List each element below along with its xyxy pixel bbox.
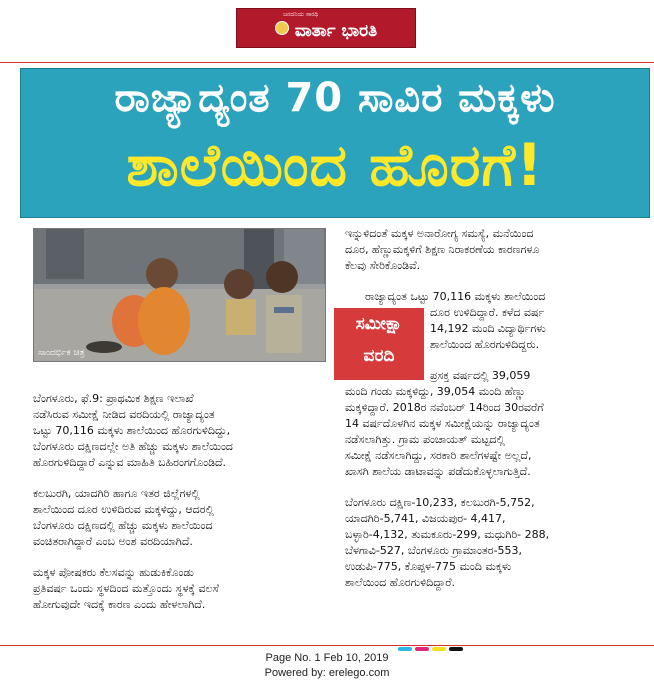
bottom-divider bbox=[0, 645, 654, 646]
article-line: ಉಡುಪಿ-775, ಕೊಪ್ಪಳ-775 ಮಂದಿ ಮಕ್ಕಳು bbox=[345, 560, 512, 573]
article-line: ಬಳ್ಳಾರಿ-4,132, ತುಮಕೂರು-299, ಮಧುಗಿರಿ- 288, bbox=[345, 528, 550, 541]
top-divider bbox=[0, 62, 654, 63]
article-line: ಮಕ್ಕಳ ಪೋಷಕರು ಕೆಲಸವನ್ನು ಹುಡುಕಿಕೊಂಡು bbox=[33, 566, 194, 579]
article-line: ವಂಚಿತರಾಗಿದ್ದಾರೆ ಎಂಬ ಅಂಶ ವರದಿಯಾಗಿದೆ. bbox=[33, 535, 193, 548]
article-line: ಹೊರಗುಳಿದಿದ್ದಾರೆ ಎನ್ನುವ ಮಾಹಿತಿ ಬಹಿರಂಗಗೊಂಡಿದೆ. bbox=[33, 456, 227, 469]
badge-line-1: ಸಮೀಕ್ಷಾ bbox=[355, 314, 403, 334]
article-line: ಶಾಲೆಯಿಂದ ಹೊರಗುಳಿದಿದ್ದಾರೆ. bbox=[345, 576, 455, 589]
article-line: ಕಲಬುರಗಿ, ಯಾದಗಿರಿ ಹಾಗೂ ಇತರ ಜಿಲ್ಲೆಗಳಲ್ಲಿ bbox=[33, 487, 200, 500]
logo-emblem-icon bbox=[275, 21, 289, 35]
article-line: ಶಾಲೆಯಿಂದ ದೂರ ಉಳಿದಿರುವ ಮಕ್ಕಳಿದ್ದು, ಆದರಲ್ಲಿ bbox=[33, 503, 214, 516]
badge-line-2: ವರದಿ bbox=[363, 346, 395, 366]
article-line: ನಡೆಸಲಾಗಿತ್ತು. ಗ್ರಾಮ ಪಂಚಾಯತ್ ಮಟ್ಟದಲ್ಲಿ bbox=[345, 433, 505, 446]
article-line: ದೂರ ಉಳಿದಿದ್ದಾರೆ. ಕಳೆದ ವರ್ಷ bbox=[430, 306, 545, 319]
article-line: 14,192 ಮಂದಿ ವಿದ್ಯಾರ್ಥಿಗಳು bbox=[430, 322, 546, 335]
article-line: ಪ್ರತಿವರ್ಷ ಒಂದು ಸ್ಥಳದಿಂದ ಮತ್ತೊಂದು ಸ್ಥಳಕ್ಕೆ ವಲಸೆ bbox=[33, 582, 219, 595]
headline-line-2: ಶಾಲೆಯಿಂದ ಹೊರಗೆ! bbox=[126, 131, 544, 199]
headline-line-1: ರಾಜ್ಯಾದ್ಯಂತ 70 ಸಾವಿರ ಮಕ್ಕಳು bbox=[114, 75, 556, 121]
photo-credit: ಸಾಂದರ್ಭಿಕ ಚಿತ್ರ bbox=[38, 348, 85, 358]
article-line: ಶಾಲೆಯಿಂದ ಹೊರಗುಳಿದಿದ್ದರು. bbox=[430, 338, 540, 351]
article-line: ಕೆಲವು ಸೇರಿಕೊಂಡಿವೆ. bbox=[345, 259, 421, 272]
headline-banner bbox=[20, 68, 650, 218]
article-line: ಹೋಗುವುದೇ ಇದಕ್ಕೆ ಕಾರಣ ಎಂದು ಹೇಳಲಾಗಿದೆ. bbox=[33, 598, 206, 611]
article-line: ಬೆಂಗಳೂರು, ಫೆ.9: ಪ್ರಾಥಮಿಕ ಶಿಕ್ಷಣ ಇಲಾಖೆ bbox=[33, 392, 194, 405]
magenta-mark bbox=[415, 647, 429, 651]
masthead-tagline: ಜನದನಿಯ ಸಾರಥಿ bbox=[283, 11, 319, 18]
article-line: ದೂರ, ಹೆಣ್ಣುಮಕ್ಕಳಿಗೆ ಶಿಕ್ಷಣ ನಿರಾಕರಣೆಯ ಕಾರಣಗಳೂ bbox=[345, 243, 540, 256]
article-line: ಬೆಂಗಳೂರು ದಕ್ಷಿಣದಲ್ಲಿ ಹೆಚ್ಚು ಮಕ್ಕಳು ಶಾಲೆಯಿಂದ bbox=[33, 519, 213, 532]
article-line: ಪ್ರಸಕ್ತ ವರ್ಷದಲ್ಲಿ 39,059 bbox=[430, 369, 531, 382]
article-line: ಇನ್ನುಳಿದಂತೆ ಮಕ್ಕಳ ಅನಾರೋಗ್ಯ ಸಮಸ್ಯೆ, ಮನೆಯಿಂದ bbox=[345, 227, 534, 240]
article-line: ನಡೆಸಿರುವ ಸಮೀಕ್ಷೆ ನೀಡಿದ ವರದಿಯಲ್ಲಿ ರಾಜ್ಯಾದ್ಯಂತ bbox=[33, 408, 215, 421]
article-line: ಮಂದಿ ಗಂಡು ಮಕ್ಕಳಿದ್ದು, 39,054 ಮಂದಿ ಹೆಣ್ಣು bbox=[345, 385, 526, 398]
powered-by-link[interactable]: Powered by: erelego.com bbox=[264, 667, 390, 679]
article-line: ಬೆಂಗಳೂರು ದಕ್ಷಿಣದಲ್ಲೇ ಅತಿ ಹೆಚ್ಚು ಮಕ್ಕಳು ಶಾಲೆಯಿಂದ bbox=[33, 440, 233, 453]
article-line: ಯಾದಗಿರಿ-5,741, ವಿಜಯಪುರ- 4,417, bbox=[345, 512, 506, 525]
children-photo-illustration bbox=[34, 229, 326, 362]
article-line: 14 ವರ್ಷದೊಳಗಿನ ಮಕ್ಕಳ ಸಮೀಕ್ಷೆಯನ್ನು ರಾಜ್ಯಾದ್ಯಂತ bbox=[345, 417, 540, 430]
article-line: ಮಕ್ಕಳಿದ್ದಾರೆ. 2018ರ ನವೆಂಬರ್ 14ರಿಂದ 30ರವರೆಗೆ bbox=[345, 401, 544, 414]
black-mark bbox=[449, 647, 463, 651]
article-line: ಒಟ್ಟು 70,116 ಮಕ್ಕಳು ಶಾಲೆಯಿಂದ ಹೊರಗುಳಿದಿದ್ದು, bbox=[33, 424, 231, 437]
article-line: ಬೆಳಗಾವಿ-527, ಬೆಂಗಳೂರು ಗ್ರಾಮಾಂತರ-553, bbox=[345, 544, 523, 557]
article-line: ಬೆಂಗಳೂರು ದಕ್ಷಿಣ-10,233, ಕಲಬುರಗಿ-5,752, bbox=[345, 496, 535, 509]
print-registration-marks bbox=[398, 647, 463, 651]
yellow-mark bbox=[432, 647, 446, 651]
survey-report-badge bbox=[334, 308, 424, 380]
article-line: ಸಮೀಕ್ಷೆ ನಡೆಸಲಾಗಿದ್ದು, ಸರಕಾರಿ ಶಾಲೆಗಳಷ್ಟೇ ಅಲ್ಲದೆ, bbox=[345, 449, 532, 462]
cyan-mark bbox=[398, 647, 412, 651]
masthead-name: ವಾರ್ತಾ ಭಾರತಿ bbox=[294, 21, 378, 41]
article-line: ರಾಜ್ಯಾದ್ಯಂತ ಒಟ್ಟು 70,116 ಮಕ್ಕಳು ಶಾಲೆಯಿಂದ bbox=[365, 290, 546, 303]
news-photo[interactable] bbox=[33, 228, 326, 362]
masthead-logo[interactable] bbox=[236, 8, 416, 48]
article-line: ಖಾಸಗಿ ಶಾಲೆಯ ಡಾಟಾವನ್ನು ಪಡೆದುಕೊಳ್ಳಲಾಗುತ್ತಿದೆ. bbox=[345, 465, 531, 478]
page-info: Page No. 1 Feb 10, 2019 bbox=[265, 652, 389, 664]
